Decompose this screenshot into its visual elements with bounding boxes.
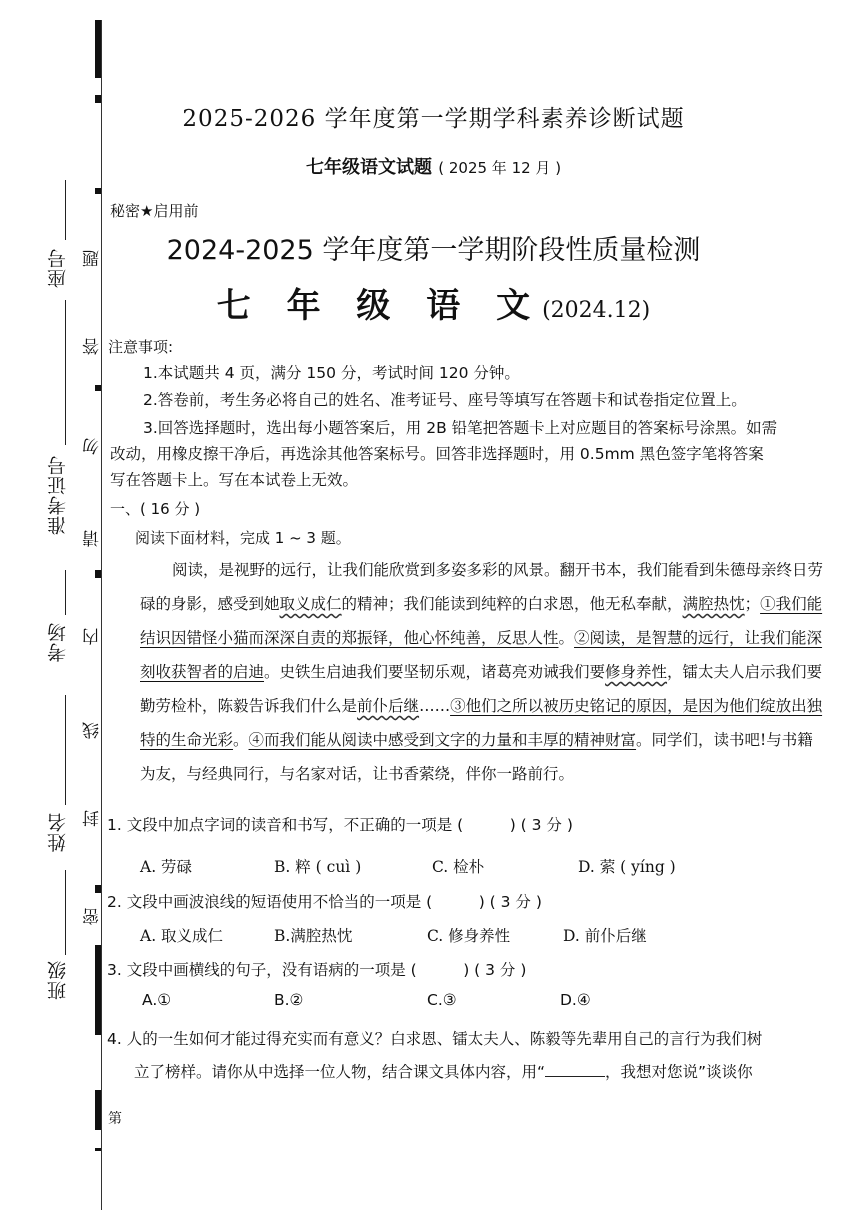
section-heading: 一、( 16 分 ) bbox=[110, 500, 201, 518]
wavy-phrase: 修身养性 bbox=[605, 663, 668, 681]
seal-char: 封 bbox=[83, 810, 103, 827]
question-3-stem: 3. 文段中画横线的句子，没有语病的一项是 ( ) ( 3 分 ) bbox=[107, 961, 527, 979]
q2-option-d: D. 前仆后继 bbox=[563, 927, 647, 945]
passage-text: 阅读，是视野的远行，让我们能欣赏到多姿多彩的风景。翻开书本，我们能看到朱德母亲终日 bbox=[172, 561, 808, 579]
q4-text: 立了榜样。请你从中选择一位人物，结合课文具体内容，用“ bbox=[134, 1063, 546, 1081]
grade-title bbox=[0, 278, 867, 327]
binding-mark bbox=[95, 385, 101, 391]
note-item: 1.本试题共 4 页，满分 150 分，考试时间 120 分钟。 bbox=[143, 364, 520, 382]
class-field-line bbox=[65, 870, 66, 955]
q4-text: ，我想对您说”谈谈你 bbox=[605, 1063, 753, 1081]
q2-option-a: A. 取义成仁 bbox=[140, 927, 224, 945]
q4-blank bbox=[545, 1062, 605, 1077]
exam-title: 2025-2026 学年度第一学期学科素养诊断试题 bbox=[182, 106, 685, 132]
passage-word: 检朴 bbox=[171, 697, 203, 715]
passage-text: ，陈毅告诉我们什么是 bbox=[202, 697, 358, 715]
underlined-sentence: ①我们能结识因错怪小猫而深深自责的郑振铎，他心怀纯善，反思人性 bbox=[140, 595, 823, 647]
binding-mark bbox=[95, 188, 101, 194]
question-4-line2 bbox=[134, 1060, 753, 1082]
seal-char: 答 bbox=[83, 338, 103, 355]
passage-text: …… bbox=[419, 697, 451, 715]
seal-char: 线 bbox=[83, 722, 103, 739]
q1-option-b: B. 粹 ( cuì ) bbox=[274, 858, 362, 876]
q3-option-d: D.④ bbox=[560, 991, 591, 1009]
binding-mark bbox=[95, 885, 101, 893]
passage-text: 。同学们，读书吧!与书籍为友，与经典同行，与名家对话，让书香萦绕，伴你一路前行。 bbox=[140, 731, 813, 783]
question-4-line1: 4. 人的一生如何才能过得充实而有意义？白求恩、镭太夫人、陈毅等先辈用自己的言行为我们树 bbox=[107, 1030, 763, 1048]
seal-char: 内 bbox=[83, 628, 103, 645]
underlined-sentence: ②阅读，是智慧的远行，让我们能深刻收获智者的启迪 bbox=[140, 629, 823, 681]
q1-option-c: C. 检朴 bbox=[432, 858, 485, 876]
q1-option-d: D. 萦 ( yíng ) bbox=[578, 858, 676, 876]
q2-option-c: C. 修身养性 bbox=[427, 927, 511, 945]
name-field-line bbox=[65, 695, 66, 805]
underlined-sentence: ③他们之所以被历史铭记的原因，是因为他们绽放出独特的生命光彩 bbox=[140, 697, 823, 749]
seal-char: 请 bbox=[83, 530, 103, 547]
old-exam-title: 2024-2025 学年度第一学期阶段性质量检测 bbox=[166, 235, 701, 266]
class-label: 班级 bbox=[47, 960, 69, 1000]
passage-text: ； bbox=[744, 595, 761, 613]
question-2-stem: 2. 文段中画波浪线的短语使用不恰当的一项是 ( ) ( 3 分 ) bbox=[107, 893, 542, 911]
passage-text: 。 bbox=[558, 629, 575, 647]
note-item: 改动，用橡皮擦干净后，再选涂其他答案标号。回答非选择题时，用 0.5mm 黑色签字笔将答案 bbox=[110, 445, 764, 463]
wavy-phrase: 取义成仁 bbox=[279, 595, 342, 613]
passage-word: 劳碌 bbox=[140, 561, 824, 613]
binding-mark bbox=[95, 1090, 101, 1130]
exam-subtitle bbox=[0, 153, 867, 179]
binding-mark bbox=[95, 945, 101, 1035]
seat-label: 座号 bbox=[47, 248, 69, 288]
passage-text: 的身影，感受到她 bbox=[155, 595, 280, 613]
subtitle-text: 七年级语文试题 bbox=[305, 157, 432, 178]
exam-number-label: 准考证号 bbox=[47, 455, 69, 535]
passage-text: ，镭太夫人启示我们要勤劳 bbox=[140, 663, 823, 715]
exam-room-label: 考场 bbox=[47, 622, 69, 662]
grade-title-date: (2024.12) bbox=[542, 298, 651, 323]
confidential-mark: 秘密★启用前 bbox=[110, 202, 199, 220]
q3-option-c: C.③ bbox=[427, 991, 457, 1009]
question-1-stem: 1. 文段中加点字词的读音和书写，不正确的一项是 ( ) ( 3 分 ) bbox=[107, 816, 573, 834]
notes-heading: 注意事项: bbox=[108, 338, 174, 356]
subtitle-date: ( 2025 年 12 月 ) bbox=[438, 159, 562, 177]
wavy-phrase: 满腔热忱 bbox=[682, 595, 745, 613]
note-item: 2.答卷前，考生务必将自己的姓名、准考证号、座号等填写在答题卡和试卷指定位置上。 bbox=[143, 391, 747, 409]
binding-line bbox=[101, 20, 102, 1210]
q3-option-a: A.① bbox=[142, 991, 172, 1009]
wavy-phrase: 前仆后继 bbox=[357, 697, 420, 715]
underlined-sentence: ④而我们能从阅读中感受到文字的力量和丰厚的精神财富 bbox=[248, 731, 637, 749]
binding-mark bbox=[95, 1148, 101, 1151]
exam-room-field-line bbox=[65, 570, 66, 615]
binding-mark bbox=[95, 570, 101, 578]
q3-option-b: B.② bbox=[274, 991, 304, 1009]
q2-option-b: B.满腔热忱 bbox=[274, 927, 353, 945]
section-instruction: 阅读下面材料，完成 1 ~ 3 题。 bbox=[135, 529, 351, 547]
passage-text: 。 bbox=[233, 731, 249, 749]
note-item: 3.回答选择题时，选出每小题答案后，用 2B 铅笔把答题卡上对应题目的答案标号涂黑。如需 bbox=[143, 419, 778, 437]
q1-option-a: A. 劳碌 bbox=[140, 858, 193, 876]
binding-mark bbox=[95, 20, 101, 78]
seal-char: 题 bbox=[83, 250, 103, 267]
seal-char: 勿 bbox=[83, 438, 103, 455]
passage-text: 的精神；我们能读到纯粹的白求恩，他无私奉献， bbox=[341, 595, 683, 613]
grade-title-text: 七 年 级 语 文 bbox=[216, 286, 543, 326]
passage-text: 。史铁生启迪我们要坚韧乐观，诸葛亮劝诫我们要 bbox=[264, 663, 606, 681]
reading-passage bbox=[140, 553, 825, 791]
seal-char: 密 bbox=[83, 908, 103, 925]
name-label: 姓名 bbox=[47, 812, 69, 852]
page-marker: 第 bbox=[108, 1111, 122, 1127]
note-item: 写在答题卡上。写在本试卷上无效。 bbox=[110, 471, 359, 489]
